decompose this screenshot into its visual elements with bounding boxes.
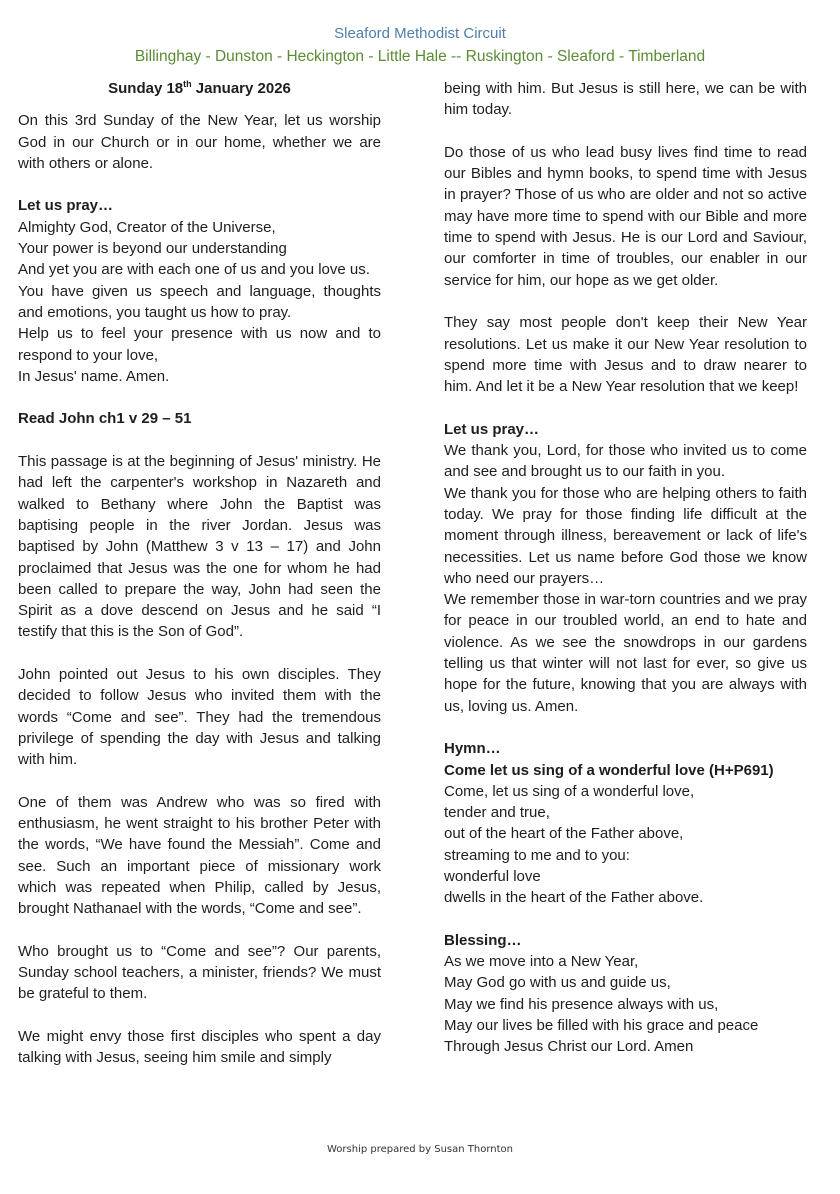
blessing-line: May God go with us and guide us, [444,974,671,992]
date-suffix: th [183,79,192,89]
reflection-paragraph: This passage is at the beginning of Jesus' ministry. He had left the carpenter's workshop in Nazareth and walked to Bethany where John the Baptist was baptising people in the river Jordan. Jesus was baptised by John (Matthew 3 v 13 – 17) and John proclaimed that Jesus was the one for whom he had been called to prepare the way, John had seen the Spirit as a dove descend on Jesus and he said “I testify that this is the Son of God”. [18,453,381,641]
reflection-paragraph: Do those of us who lead busy lives find time to read our Bibles and hymn books, to spend time with Jesus in prayer? Those of us who are older and not so active may have more time to spend with our Bible and more time to spend with Jesus. He is our Lord and Saviour, our comforter in time of troubles, our enabler in our service for him, our hope as we get older. [444,143,807,289]
prayer-line: Almighty God, Creator of the Universe, [18,218,276,236]
blessing-line: May we find his presence always with us, [444,995,719,1013]
reflection-paragraph: We might envy those first disciples who spent a day talking with Jesus, seeing him smile and simply [18,1028,381,1067]
page-header [0,24,840,68]
prayer-line: We thank you, Lord, for those who invited us to come and see and brought us to our faith in you. [444,442,807,481]
date-prefix: Sunday 18 [108,80,184,97]
reflection-paragraph: Who brought us to “Come and see”? Our parents, Sunday school teachers, a minister, friends? We must be grateful to them. [18,942,381,1003]
blessing-line: As we move into a New Year, [444,953,639,971]
reflection-paragraph: One of them was Andrew who was so fired with enthusiasm, he went straight to his brother Peter with the words, “We have found the Messiah”. Come and see. Such an important piece of missionary work which was repeated when Philip, called by Jesus, brought Nathanael with the words, “Come and see”. [18,793,381,918]
intercession-heading: Let us pray… [444,420,540,438]
hymn-line: dwells in the heart of the Father above. [444,889,704,907]
opening-prayer [18,195,381,387]
hymn-line: Come, let us sing of a wonderful love, [444,782,695,800]
hymn-line: out of the heart of the Father above, [444,825,684,843]
intercession-prayer [444,419,807,717]
left-column [18,78,381,1090]
hymn-line: tender and true, [444,804,550,822]
prayer-line: Help us to feel your presence with us now and to respond to your love, [18,325,381,364]
blessing-line: Through Jesus Christ our Lord. Amen [444,1038,694,1056]
hymn-line: wonderful love [444,867,541,885]
blessing-heading: Blessing… [444,931,522,949]
blessing-line: May our lives be filled with his grace and peace [444,1017,759,1035]
reading-heading: Read John ch1 v 29 – 51 [18,410,192,428]
reflection-paragraph: John pointed out Jesus to his own disciples. They decided to follow Jesus who invited them with the words “Come and see”. They had the tremendous privilege of spending the day with Jesus and talking with him. [18,666,381,769]
prayer-line: In Jesus' name. Amen. [18,367,170,385]
right-column [444,78,807,1079]
prayer-line: We remember those in war-torn countries and we pray for peace in our troubled world, an end to hate and violence. As we see the snowdrops in our gardens telling us that winter will not last for ever, so give us hope for the future, knowing that you are always with us, loving us. Amen. [444,591,807,715]
service-date [18,78,381,99]
reflection-paragraph: They say most people don't keep their New Year resolutions. Let us make it our New Year resolution to spend more time with Jesus and to draw nearer to him. And let it be a New Year resolution that we keep! [444,314,807,396]
prayer-line: We thank you for those who are helping others to faith today. We pray for those finding life difficult at the moment through illness, bereavement or lack of life's necessities. Let us name before God those we know who need our prayers… [444,484,807,587]
prayer-line: Your power is beyond our understanding [18,240,287,258]
hymn-section [444,738,807,908]
prayer-line: You have given us speech and language, thoughts and emotions, you taught us how to pray. [18,282,381,321]
reflection-paragraph: being with him. But Jesus is still here, we can be with him today. [444,80,807,119]
prayer-line: And yet you are with each one of us and you love us. [18,261,370,279]
hymn-line: streaming to me and to you: [444,846,630,864]
hymn-heading: Hymn… [444,740,501,758]
churches-list: Billinghay - Dunston - Heckington - Little Hale -- Ruskington - Sleaford - Timberland [134,48,706,65]
blessing-section [444,930,807,1058]
footer-credit: Worship prepared by Susan Thornton [326,1144,514,1155]
hymn-title: Come let us sing of a wonderful love (H+P691) [444,761,774,779]
date-rest: January 2026 [191,80,291,97]
intro-paragraph: On this 3rd Sunday of the New Year, let us worship God in our Church or in our home, whether we are with others or alone. [18,112,381,172]
circuit-title: Sleaford Methodist Circuit [334,25,506,42]
opening-prayer-heading: Let us pray… [18,197,114,215]
